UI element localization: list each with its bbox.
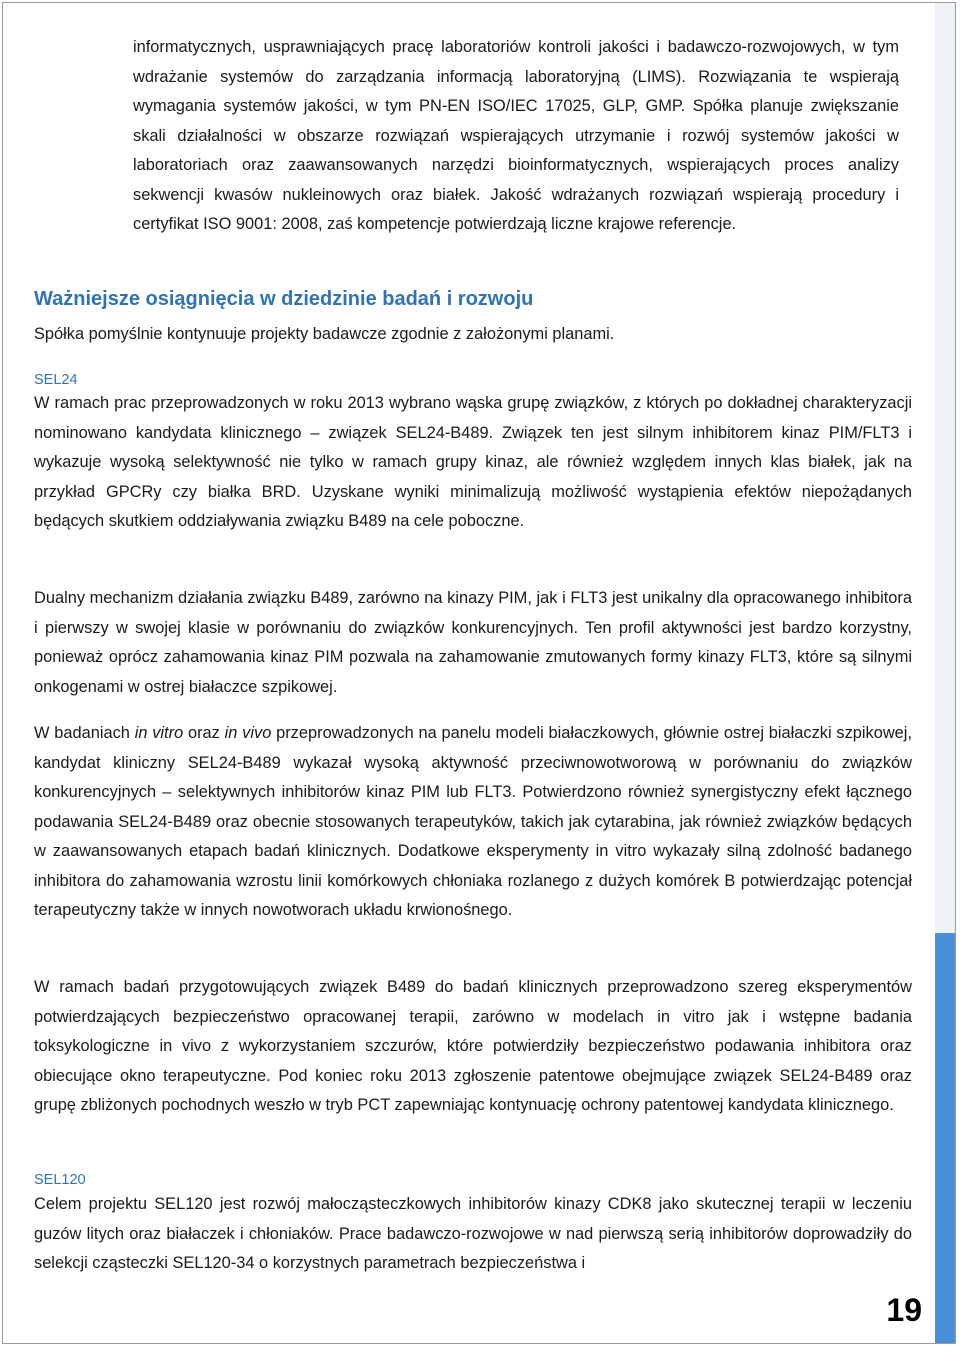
sel24-paragraph-1: W ramach prac przeprowadzonych w roku 2013 wybrano wąska grupę związków, z których po dokładnej charakteryzacji nominowano kandydata klinicznego – związek SEL24-B489. Związek ten jest silnym inhibitorem kinaz PIM/FLT3 i wykazuje wysoką selektywność nie tylko w ramach grupy kinaz, ale również względem innych klas białek, jak na przykład GPCRy czy białka BRD. Uzyskane wyniki minimalizują możliwość wystąpienia efektów niepożądanych będących skutkiem oddziaływania związku B489 na cele poboczne. — [34, 394, 912, 530]
sel120-label: SEL120 — [34, 1172, 86, 1188]
sel24-label: SEL24 — [34, 372, 78, 388]
sel24-paragraph-2: Dualny mechanizm działania związku B489, zarówno na kinazy PIM, jak i FLT3 jest unikalny dla opracowanego inhibitora i pierwszy w swojej klasie w porównaniu do związków konkurencyjnych. Ten profil aktywności jest bardzo korzystny, ponieważ oprócz zahamowania kinaz PIM pozwala na zahamowanie zmutowanych formy kinazy FLT3, które są silnymi onkogenami w ostrej białaczce szpikowej. — [34, 589, 912, 696]
sel24-paragraph-3 — [34, 719, 912, 926]
page-side-accent — [935, 933, 955, 1343]
p3-text-e: przeprowadzonych na panelu modeli białaczkowych, głównie ostrej białaczki szpikowej, kandydat kliniczny SEL24-B489 wykazał wysoką aktywność przeciwnowotworową w porównaniu do związków konkurencyjnych – selektywnych inhibitorów kinaz PIM lub FLT3. Potwierdzono również synergistyczny efekt łącznego podawania SEL24-B489 oraz obecnie stosowanych terapeutyków, takich jak cytarabina, jak również związków będących w zaawansowanych etapach badań klinicznych. Dodatkowe eksperymenty in vitro wykazały silną zdolność badanego inhibitora do zahamowania wzrostu linii komórkowych chłoniaka rozlanego z dużych komórek B potwierdzając potencjał terapeutyczny także w innych nowotworach układu krwionośnego. — [34, 724, 912, 919]
intro-paragraph: informatycznych, usprawniających pracę laboratoriów kontroli jakości i badawczo-rozwojowych, w tym wdrażanie systemów do zarządzania informacją laboratoryjną (LIMS). Rozwiązania te wspierają wymagania systemów jakości, w tym PN-EN ISO/IEC 17025, GLP, GMP. Spółka planuje zwiększanie skali działalności w obszarze rozwiązań wspierających utrzymanie i rozwój systemów jakości w laboratoriach oraz zaawansowanych narzędzi bioinformatycznych, wspierających proces analizy sekwencji kwasów nukleinowych oraz białek. Jakość wdrażanych rozwiązań wspierają procedury i certyfikat ISO 9001: 2008, zaś kompetencje potwierdzają liczne krajowe referencje. — [133, 38, 899, 233]
p3-text-a: W badaniach — [34, 724, 135, 742]
section-lead: Spółka pomyślnie kontynuuje projekty badawcze zgodnie z założonymi planami. — [34, 325, 615, 343]
section-heading: Ważniejsze osiągnięcia w dziedzinie badań i rozwoju — [34, 288, 534, 310]
p3-in-vivo: in vivo — [224, 724, 272, 742]
p3-text-c: oraz — [183, 724, 225, 742]
sel120-paragraph-1: Celem projektu SEL120 jest rozwój małocząsteczkowych inhibitorów kinazy CDK8 jako skutecznej terapii w leczeniu guzów litych oraz białaczek i chłoniaków. Prace badawczo-rozwojowe w nad pierwszą serią inhibitorów doprowadziły do selekcji cząsteczki SEL120-34 o korzystnych parametrach bezpieczeństwa i — [34, 1195, 912, 1272]
p3-in-vitro: in vitro — [134, 724, 184, 742]
page-number: 19 — [886, 1292, 922, 1328]
sel24-paragraph-4: W ramach badań przygotowujących związek B489 do badań klinicznych przeprowadzono szereg eksperymentów potwierdzających bezpieczeństwo opracowanej terapii, zarówno w modelach in vitro jak i wstępne badania toksykologiczne in vivo z wykorzystaniem szczurów, które potwierdziły bezpieczeństwo podawania inhibitora oraz obiecujące okno terapeutyczne. Pod koniec roku 2013 zgłoszenie patentowe obejmujące związek SEL24-B489 oraz grupę zbliżonych pochodnych weszło w tryb PCT zapewniając kontynuację ochrony patentowej kandydata klinicznego. — [34, 978, 912, 1114]
